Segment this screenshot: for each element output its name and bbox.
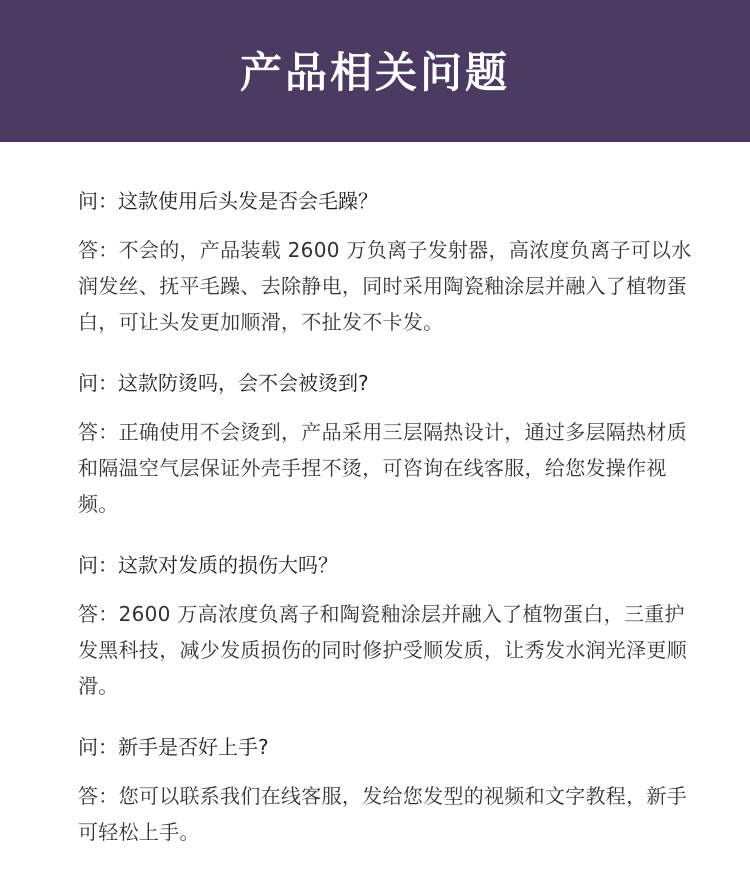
faq-answer: 答：正确使用不会烫到，产品采用三层隔热设计，通过多层隔热材质和隔温空气层保证外壳手捏不烫，可咨询在线客服，给您发操作视频。 bbox=[78, 420, 687, 516]
faq-item bbox=[78, 548, 694, 704]
faq-question: 问：这款使用后头发是否会毛躁？ bbox=[78, 189, 378, 213]
faq-answer: 答：您可以联系我们在线客服，发给您发型的视频和文字教程，新手可轻松上手。 bbox=[78, 784, 687, 844]
page-header bbox=[0, 0, 750, 142]
faq-item bbox=[78, 184, 694, 340]
faq-answer: 答：不会的，产品装载 2600 万负离子发射器，高浓度负离子可以水润发丝、抚平毛躁、去除静电，同时采用陶瓷釉涂层并融入了植物蛋白，可让头发更加顺滑，不扯发不卡发。 bbox=[78, 238, 692, 334]
faq-list bbox=[0, 142, 750, 850]
faq-item bbox=[78, 366, 694, 522]
faq-item bbox=[78, 730, 694, 850]
faq-question: 问：这款防烫吗，会不会被烫到? bbox=[78, 371, 369, 395]
faq-question: 问：这款对发质的损伤大吗？ bbox=[78, 553, 338, 577]
faq-question: 问：新手是否好上手? bbox=[78, 735, 269, 759]
faq-answer: 答：2600 万高浓度负离子和陶瓷釉涂层并融入了植物蛋白，三重护发黑科技，减少发质损伤的同时修护受顺发质，让秀发水润光泽更顺滑。 bbox=[78, 602, 687, 698]
page-title: 产品相关问题 bbox=[239, 48, 510, 97]
